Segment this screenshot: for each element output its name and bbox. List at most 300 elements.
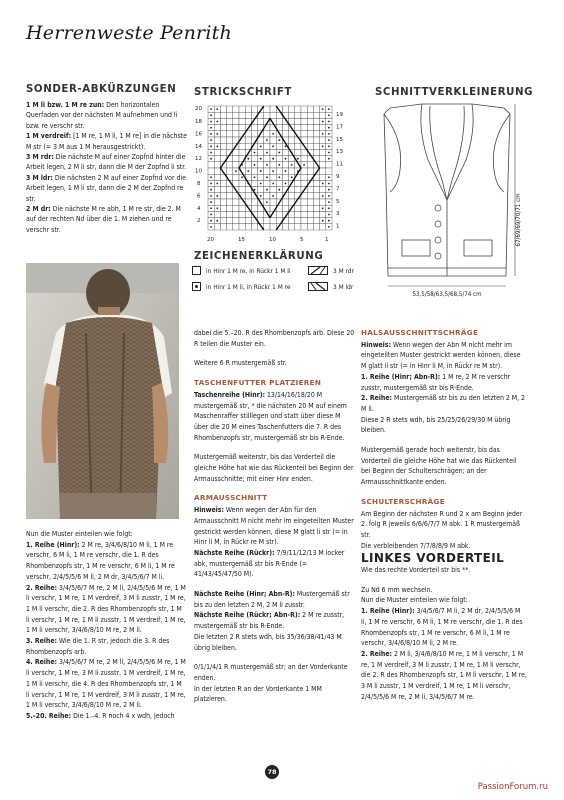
chart-row-label: 8: [197, 181, 201, 187]
purl-dot: [216, 195, 218, 197]
purl-dot: [328, 127, 330, 129]
chart-cell: [320, 125, 326, 131]
purl-dot: [210, 226, 212, 228]
chart-cell: [239, 118, 245, 124]
chart-cell: [239, 112, 245, 118]
chart-cell: [313, 224, 319, 230]
chart-cell: [313, 193, 319, 199]
purl-dot: [328, 195, 330, 197]
paragraph: Nächste Reihe (Rückr): 7/9/11/12/13 M locker abk, mustergemäß str bis R-Ende (= 41/43/45/47/50 M).: [194, 548, 345, 579]
chart-cell: [214, 125, 220, 131]
chart-cell: [276, 118, 282, 124]
chart-row-label: 11: [336, 161, 343, 168]
chart-cell: [295, 118, 301, 124]
chart-column-label: 15: [238, 237, 245, 243]
chart-cell: [264, 143, 270, 149]
chart-cell: [270, 106, 276, 112]
purl-dot: [216, 133, 218, 135]
chart-row-label: 4: [197, 205, 201, 212]
chart-cell: [307, 218, 313, 224]
chart-cell: [233, 224, 239, 230]
purl-dot: [328, 114, 330, 116]
chart-cell: [307, 125, 313, 131]
purl-dot: [322, 133, 324, 135]
chart-column-label: 10: [269, 237, 276, 243]
chart-cell: [239, 205, 245, 211]
chart-cell: [270, 187, 276, 193]
chart-cell: [214, 168, 220, 174]
purl-dot: [254, 176, 256, 178]
purl-dot: [328, 121, 330, 123]
purl-dot: [216, 220, 218, 222]
instructions-left-column: [26, 529, 186, 722]
chart-cell: [245, 218, 251, 224]
purl-dot: [216, 108, 218, 110]
chart-cell: [307, 193, 313, 199]
chart-cell: [251, 224, 257, 230]
purl-dot: [266, 152, 268, 154]
purl-dot: [210, 207, 212, 209]
knitting-chart: [192, 103, 352, 245]
chart-cell: [227, 168, 233, 174]
paragraph: Die letzten 2 R stets wdh, bis 35/36/38/41/43 M übrig bleiben.: [194, 632, 342, 652]
chart-cell: [313, 137, 319, 143]
legend-knit: in Hinr 1 M re, in Rückr 1 M li: [192, 266, 291, 275]
chart-cell: [227, 205, 233, 211]
chart-cell: [220, 205, 226, 211]
chart-cell: [289, 193, 295, 199]
chart-cell: [233, 180, 239, 186]
schematic-heading: SCHNITTVERKLEINERUNG: [375, 87, 534, 98]
chart-cell: [301, 112, 307, 118]
chart-cell: [307, 211, 313, 217]
purl-dot: [322, 207, 324, 209]
chart-row-label: 3: [336, 211, 340, 218]
chart-cell: [220, 112, 226, 118]
left-front-heading: LINKES VORDERTEIL: [361, 551, 505, 566]
purl-dot: [210, 214, 212, 216]
paragraph: 2. Reihe: Mustergemäß str bis zu den letzten 2 M, 2 M li.: [361, 394, 525, 413]
chart-cell: [326, 168, 332, 174]
chart-cell: [307, 112, 313, 118]
model-photo: [26, 263, 179, 519]
chart-cell: [289, 218, 295, 224]
chart-cell: [313, 118, 319, 124]
purl-dot: [328, 226, 330, 228]
chart-row-label: 16: [195, 131, 202, 138]
purl-dot: [328, 214, 330, 216]
cable-right-icon: [308, 266, 328, 275]
armhole-heading: ARMAUSSCHNITT: [194, 493, 268, 503]
chart-row-label: 18: [195, 119, 202, 125]
chart-cell: [227, 187, 233, 193]
chart-column-label: 5: [300, 237, 304, 243]
chart-cell: [233, 162, 239, 168]
chart-cell: [227, 137, 233, 143]
chart-cell: [251, 131, 257, 137]
chart-cell: [295, 187, 301, 193]
legend-rdr: 3 M rdr: [308, 266, 354, 275]
chart-cell: [307, 168, 313, 174]
purl-dot: [272, 183, 274, 185]
chart-cell: [270, 218, 276, 224]
paragraph: 4. Reihe: 3/4/5/6/7 M re, 2 M li, 2/4/5/5/6 M re, 1 M li verschr, 1 M re, 3 M li zusstr, 1 M verdreif, 1 M re, 1 M li verschr, die 4. R des Rhombenzopfs str, 1 M li verschr, 1 M re, 1 M verdreif, 3 M li zusstr, 1 M re, 1 M li verschr, 3/4/6/8/10 M re, 2 M li.: [26, 658, 186, 710]
chart-cell: [301, 125, 307, 131]
chart-cell: [220, 218, 226, 224]
chart-cell: [276, 211, 282, 217]
chart-cell: [282, 125, 288, 131]
chart-cell: [220, 199, 226, 205]
chart-cell: [258, 118, 264, 124]
purl-dot: [216, 183, 218, 185]
chart-cell: [239, 187, 245, 193]
purl-dot: [328, 158, 330, 160]
purl-dot: [260, 195, 262, 197]
shoulder-heading: SCHULTERSCHRÄGE: [361, 496, 445, 506]
chart-cell: [214, 187, 220, 193]
chart-cell: [227, 224, 233, 230]
purl-dot: [254, 164, 256, 166]
paragraph: 2. Reihe: 2 M li, 3/4/6/8/10 M re, 1 M li verschr, 1 M re, 1 M verdreif, 3 M li zusstr, 1 M re, 1 M li verschr, die 2. R des Rhombenzopfs str, 1 M li verschr, 1 M re, 3 M li zusstr, 1 M verdreif, 1 M re, 1 M li verschr, 2/4/5/5/6 M re, 2 M li, 3/4/5/6/7 M re.: [361, 649, 527, 701]
button-icon: [435, 253, 441, 259]
chart-cell: [251, 168, 257, 174]
chart-cell: [320, 199, 326, 205]
instructions-right-column: [361, 328, 527, 703]
chart-cell: [220, 211, 226, 217]
paragraph: Diese 2 R stets wdh, bis 25/25/26/29/30 M übrig bleiben.: [361, 415, 511, 435]
purl-dot: [278, 176, 280, 178]
purl-dot: [322, 220, 324, 222]
button-icon: [435, 205, 441, 211]
instructions-middle-column: [194, 328, 356, 714]
chart-cell: [233, 149, 239, 155]
chart-cell: [227, 106, 233, 112]
chart-cell: [307, 118, 313, 124]
purl-dot: [210, 139, 212, 141]
purl-dot: [260, 158, 262, 160]
chart-cell: [233, 174, 239, 180]
purl-dot: [254, 152, 256, 154]
chart-cell: [233, 199, 239, 205]
purl-dot: [254, 189, 256, 191]
chart-cell: [276, 168, 282, 174]
purl-dot: [285, 183, 287, 185]
purl-dot: [210, 127, 212, 129]
chart-cell: [320, 187, 326, 193]
chart-row-label: 15: [336, 136, 343, 143]
purl-dot: [328, 152, 330, 154]
legend-ldr: 3 M ldr: [308, 282, 353, 291]
chart-cell: [264, 180, 270, 186]
page-number: 78: [265, 765, 279, 779]
chart-cell: [227, 199, 233, 205]
chart-cell: [258, 187, 264, 193]
chart-cell: [295, 112, 301, 118]
chart-cell: [270, 112, 276, 118]
chart-row-label: 10: [195, 168, 202, 175]
chart-cell: [227, 118, 233, 124]
purl-dot: [272, 170, 274, 172]
chart-cell: [214, 162, 220, 168]
paragraph: Nun die Muster einteilen wie folgt:: [361, 596, 468, 605]
chart-column-labels: [207, 237, 329, 243]
chart-row-label: 9: [336, 174, 340, 180]
purl-dot: [210, 121, 212, 123]
chart-row-label: 5: [336, 198, 340, 205]
paragraph: Nun die Muster einteilen wie folgt:: [26, 530, 133, 538]
chart-cell: [245, 211, 251, 217]
purl-dot: [210, 201, 212, 203]
chart-cell: [295, 125, 301, 131]
paragraph: 3. Reihe: Wie die 1. R str, jedoch die 3. R des Rhombenzopfs arb.: [26, 637, 170, 656]
chart-cell: [227, 211, 233, 217]
purl-dot: [328, 183, 330, 185]
chart-cell: [220, 193, 226, 199]
chart-cell: [233, 112, 239, 118]
chart-cell: [245, 137, 251, 143]
purl-dot: [210, 108, 212, 110]
chart-cell: [245, 224, 251, 230]
chart-heading: STRICKSCHRIFT: [194, 87, 292, 98]
chart-row-label: 17: [336, 124, 343, 131]
chart-cell: [295, 224, 301, 230]
neckline-heading: HALSAUSSCHNITTSCHRÄGE: [361, 328, 479, 337]
chart-cell: [220, 131, 226, 137]
paragraph: Wie das rechte Vorderteil str bis **.: [361, 566, 471, 575]
chart-cell: [208, 168, 214, 174]
chart-cell: [227, 112, 233, 118]
chart-cell: [239, 125, 245, 131]
purl-dot: [322, 121, 324, 123]
purl-stitch-icon: [192, 282, 201, 291]
chart-cell: [307, 224, 313, 230]
chart-cell: [233, 205, 239, 211]
chart-cell: [233, 156, 239, 162]
chart-cell: [220, 187, 226, 193]
purl-dot: [291, 176, 293, 178]
chart-cell: [313, 149, 319, 155]
purl-dot: [322, 145, 324, 147]
chart-cell: [245, 193, 251, 199]
purl-dot: [216, 145, 218, 147]
chart-cell: [233, 118, 239, 124]
purl-dot: [285, 145, 287, 147]
chart-cell: [220, 149, 226, 155]
chart-cell: [313, 106, 319, 112]
chart-cell: [301, 211, 307, 217]
chart-row-label: 1: [336, 223, 340, 230]
paragraph: Taschenreihe (Hinr): 13/14/16/18/20 M mustergemäß str, * die nächsten 20 M auf einem Maschenraffer stilllegen und statt über diese M über die 20 M eines Taschenfutters die 7. R des Rhombenzopfs str, mustergemäß str bis R-Ende.: [194, 390, 347, 442]
abbreviation-item: 1 M verdreif: [1 M re, 1 M li, 1 M re] in die nächste M str (= 3 M aus 1 M herausgestrickt).: [26, 132, 187, 151]
chart-cell: [307, 187, 313, 193]
paragraph: Zu Nd 6 mm wechseln.: [361, 585, 433, 594]
chart-cell: [264, 193, 270, 199]
chart-cell: [282, 149, 288, 155]
chart-cell: [301, 224, 307, 230]
chart-cell: [214, 211, 220, 217]
abbreviation-item: 2 M dr: Die nächste M re abh, 1 M re str, die 2. M auf der rechten Nd über die 1. M ziehen und re verschr str.: [26, 205, 181, 234]
chart-row-label: 6: [197, 193, 201, 200]
chart-cell: [270, 137, 276, 143]
chart-cell: [239, 149, 245, 155]
chart-cell: [307, 131, 313, 137]
chart-cell: [313, 218, 319, 224]
purl-dot: [291, 164, 293, 166]
chart-cell: [320, 112, 326, 118]
chart-cell: [233, 218, 239, 224]
button-icon: [435, 237, 441, 243]
chart-cell: [295, 149, 301, 155]
chart-cell: [258, 174, 264, 180]
chart-cell: [295, 180, 301, 186]
purl-dot: [210, 114, 212, 116]
chart-cell: [307, 162, 313, 168]
chart-cell: [220, 224, 226, 230]
purl-dot: [210, 133, 212, 135]
chart-cell: [313, 187, 319, 193]
chart-row-label: 14: [195, 143, 202, 150]
chart-row-label: 20: [195, 106, 202, 112]
chart-cell: [270, 224, 276, 230]
chart-cell: [276, 156, 282, 162]
purl-dot: [272, 195, 274, 197]
chart-column-label: 20: [207, 237, 214, 243]
chart-cell: [320, 211, 326, 217]
chart-cell: [264, 224, 270, 230]
purl-dot: [272, 133, 274, 135]
chart-cell: [233, 106, 239, 112]
abbreviations-heading: SONDER-ABKÜRZUNGEN: [26, 84, 177, 95]
chart-cell: [227, 193, 233, 199]
chart-cell: [289, 137, 295, 143]
chart-cell: [289, 118, 295, 124]
chart-cell: [282, 162, 288, 168]
paragraph: Nächste Reihe (Hinr; Abn-R): Mustergemäß str bis zu den letzten 2 M, 2 M li zusstr.: [194, 590, 350, 609]
chart-cell: [313, 180, 319, 186]
chart-cell: [251, 205, 257, 211]
purl-dot: [210, 176, 212, 178]
paragraph: Hinweis: Wenn wegen der Abn für den Armausschnitt M nicht mehr im eingeteilten Muster gestrickt werden können, diese M glatt li str (= in Hinr li M, in Rückr re M str).: [194, 506, 354, 547]
chart-cell: [251, 180, 257, 186]
chart-cell: [276, 180, 282, 186]
purl-dot: [216, 121, 218, 123]
abbreviation-item: 3 M rdr: Die nächste M auf einer Zopfnd hinter die Arbeit legen, 2 M li str, dann die M der Zopfnd li str.: [26, 153, 187, 172]
paragraph: dabei die 5.–20. R des Rhombenzopfs arb. Diese 20 R teilen die Muster ein.: [194, 329, 355, 348]
chart-cell: [245, 106, 251, 112]
chart-cell: [264, 156, 270, 162]
chart-cell: [270, 199, 276, 205]
chart-cell: [214, 156, 220, 162]
chart-cell: [307, 143, 313, 149]
chart-cell: [301, 205, 307, 211]
purl-dot: [328, 207, 330, 209]
chart-cell: [220, 143, 226, 149]
chart-cell: [208, 162, 214, 168]
chart-cell: [251, 156, 257, 162]
chart-cell: [220, 137, 226, 143]
chart-cell: [301, 180, 307, 186]
chart-cell: [264, 218, 270, 224]
chart-cell: [307, 205, 313, 211]
chart-cell: [270, 174, 276, 180]
chart-cell: [301, 106, 307, 112]
chart-cell: [313, 143, 319, 149]
chart-cell: [320, 224, 326, 230]
chart-row-label: 2: [197, 218, 201, 225]
chart-cell: [214, 112, 220, 118]
chart-cell: [301, 149, 307, 155]
chart-cell: [289, 168, 295, 174]
chart-cell: [313, 112, 319, 118]
paragraph: Weitere 6 R mustergemäß str.: [194, 359, 287, 368]
chart-cell: [220, 106, 226, 112]
chart-cell: [220, 118, 226, 124]
purl-dot: [266, 201, 268, 203]
chart-cell: [326, 162, 332, 168]
purl-dot: [210, 183, 212, 185]
chart-cell: [245, 112, 251, 118]
chart-cell: [276, 143, 282, 149]
purl-dot: [266, 164, 268, 166]
chart-cell: [214, 199, 220, 205]
purl-dot: [247, 170, 249, 172]
chart-cell: [295, 218, 301, 224]
purl-dot: [285, 170, 287, 172]
purl-dot: [247, 158, 249, 160]
chart-cell: [264, 106, 270, 112]
height-label: 67/69/69/70/71 cm: [515, 193, 522, 247]
chart-cell: [220, 125, 226, 131]
purl-dot: [210, 195, 212, 197]
watermark: PassionForum.ru: [477, 782, 548, 792]
paragraph: Nächste Reihe (Rückr; Abn-R): 2 M re zusstr, mustergemäß str bis R-Ende.: [194, 611, 345, 631]
chart-cell: [301, 218, 307, 224]
chart-cell: [289, 106, 295, 112]
chart-cell: [307, 137, 313, 143]
chart-cell: [220, 180, 226, 186]
purl-dot: [278, 139, 280, 141]
abbreviation-item: 1 M li bzw. 1 M re zun: Den horizontalen Querfaden vor der nächsten M aufnehmen und li bzw. re verschr str.: [26, 101, 178, 130]
cable-left-icon: [308, 282, 328, 291]
purl-dot: [235, 170, 237, 172]
purl-dot: [216, 207, 218, 209]
purl-dot: [285, 158, 287, 160]
paragraph: 1. Reihe (Hinr): 3/4/5/6/7 M li, 2 M dr, 2/4/5/5/6 M li, 1 M re verschr, 6 M li, 1 M re verschr, die 1. R des Rhombenzopfs str, 1 M re verschr, 6 M li, 1 M re verschr, 3/4/6/8/10 M li, 2 M re.: [361, 607, 523, 648]
chart-cell: [258, 162, 264, 168]
chart-cell: [227, 218, 233, 224]
purl-dot: [266, 139, 268, 141]
chart-cell: [227, 162, 233, 168]
vest-schematic: [372, 100, 522, 300]
abbreviation-item: 3 M ldr: Die nächsten 2 M auf einer Zopfnd vor die Arbeit legen, 1 M li str, dann die 2 M der Zopfnd re str.: [26, 173, 186, 203]
purl-dot: [210, 220, 212, 222]
chart-cell: [251, 199, 257, 205]
chart-cell: [270, 162, 276, 168]
chart-cell: [295, 143, 301, 149]
purl-dot: [210, 158, 212, 160]
purl-dot: [266, 176, 268, 178]
chart-cell: [264, 112, 270, 118]
button-icon: [435, 221, 441, 227]
purl-dot: [272, 158, 274, 160]
chart-cell: [289, 211, 295, 217]
chart-cell: [282, 106, 288, 112]
chart-cell: [282, 224, 288, 230]
knit-stitch-icon: [192, 266, 201, 275]
chart-right-row-labels: [336, 112, 343, 230]
purl-dot: [272, 145, 274, 147]
chart-cell: [258, 149, 264, 155]
